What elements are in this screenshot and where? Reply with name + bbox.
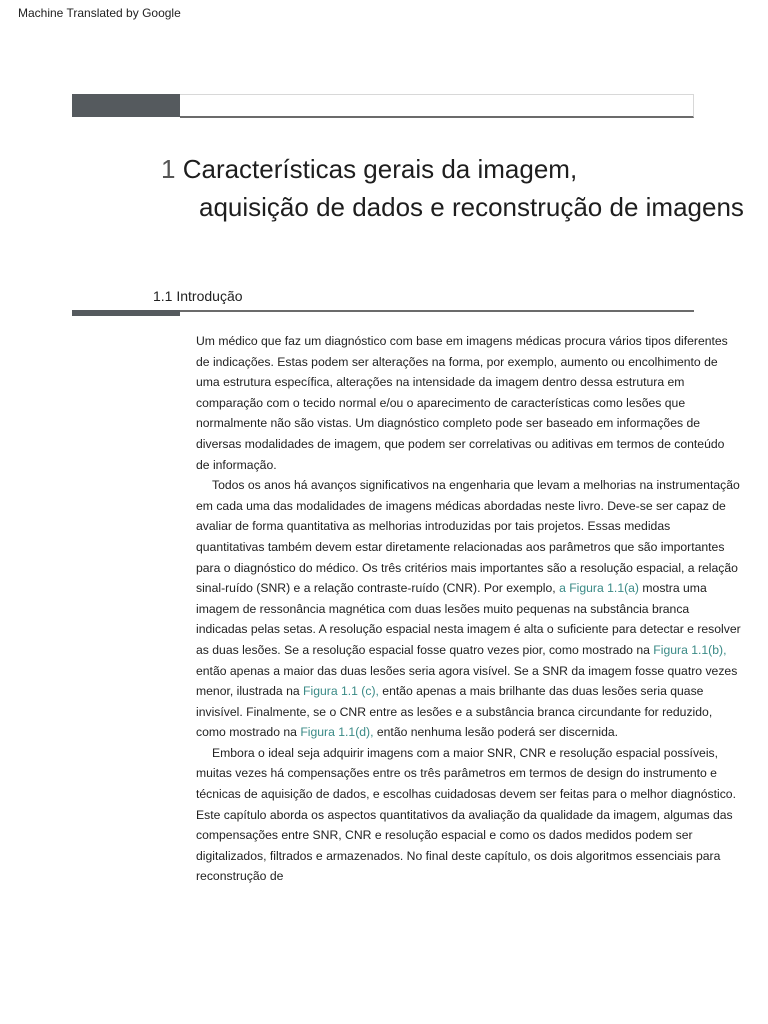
chapter-title	[161, 150, 744, 226]
paragraph-2	[196, 475, 741, 743]
section-rule-line	[180, 310, 694, 312]
paragraph-2-text-5: então nenhuma lesão poderá ser discernida.	[373, 725, 619, 740]
figure-ref-1-1d[interactable]: Figura 1.1(d),	[300, 725, 374, 740]
paragraph-3: Embora o ideal seja adquirir imagens com a maior SNR, CNR e resolução espacial possíveis, muitas vezes há compensações entre os três parâmetros em termos de design do instrumento e técnicas de aquisição de dados, e escolhas cuidadosas devem ser feitas para o melhor diagnóstico. Este capítulo aborda os aspectos quantitativos da avaliação da qualidade da imagem, algumas das compensações entre SNR, CNR e resolução espacial e como os dados medidos podem ser digitalizados, filtrados e armazenados. No final deste capítulo, os dois algoritmos essenciais para reconstrução de	[196, 745, 736, 884]
paragraph-1: Um médico que faz um diagnóstico com base em imagens médicas procura vários tipos diferentes de indicações. Estas podem ser alterações na forma, por exemplo, aumento ou encolhimento de uma estrutura específica, alterações na intensidade da imagem dentro dessa estrutura em comparação com o tecido normal e/ou o aparecimento de características como lesões que normalmente não são vistas. Um diagnóstico completo pode ser baseado em informações de diversas modalidades de imagem, que podem ser correlativas ou aditivas em termos de conteúdo de informação.	[196, 334, 728, 472]
figure-ref-1-1b[interactable]: Figura 1.1(b),	[653, 642, 727, 657]
paragraph-2-text-2: mostra uma imagem de ressonância magnética com duas lesões muito pequenas na substância branca indicadas pelas setas. A resolução espacial nesta imagem é alta o suficiente para detectar e resolver as duas lesões. Se a resolução espacial fosse quatro vezes pior, como mostrado na	[196, 581, 741, 657]
paragraph-2-text-4: então apenas a mais brilhante das duas lesões seria quase invisível. Finalmente, se o CNR entre as lesões e a substância branca circundante for reduzido, como mostrado na	[196, 684, 713, 740]
paragraph-2-text-3: então apenas a maior das duas lesões seria agora visível. Se a SNR da imagem fosse quatro vezes menor, ilustrada na	[196, 663, 738, 699]
chapter-header-bar	[72, 94, 694, 117]
chapter-header-dark-block	[72, 94, 180, 117]
section-heading: 1.1 Introdução	[153, 288, 243, 304]
chapter-number: 1	[161, 154, 176, 184]
figure-ref-1-1c[interactable]: Figura 1.1 (c),	[303, 684, 379, 699]
machine-translation-banner: Machine Translated by Google	[18, 6, 181, 20]
section-rule	[72, 310, 694, 318]
chapter-title-line1: Características gerais da imagem,	[182, 154, 578, 184]
chapter-header-outline	[180, 94, 694, 118]
section-rule-dark-block	[72, 310, 180, 316]
figure-ref-1-1a[interactable]: a Figura 1.1(a)	[559, 581, 639, 596]
paragraph-2-text-1: Todos os anos há avanços significativos na engenharia que levam a melhorias na instrumentação em cada uma das modalidades de imagens médicas abordadas neste livro. Deve-se ser capaz de avaliar de forma quantitativa as melhorias introduzidas por tais projetos. Essas medidas quantitativas também devem estar diretamente relacionadas aos parâmetros que são importantes para o diagnóstico do médico. Os três critérios mais importantes são a resolução espacial, a relação sinal-ruído (SNR) e a relação contraste-ruído (CNR). Por exemplo,	[196, 478, 740, 596]
body-text	[196, 331, 741, 887]
chapter-title-line2: aquisição de dados e reconstrução de imagens	[199, 192, 744, 222]
